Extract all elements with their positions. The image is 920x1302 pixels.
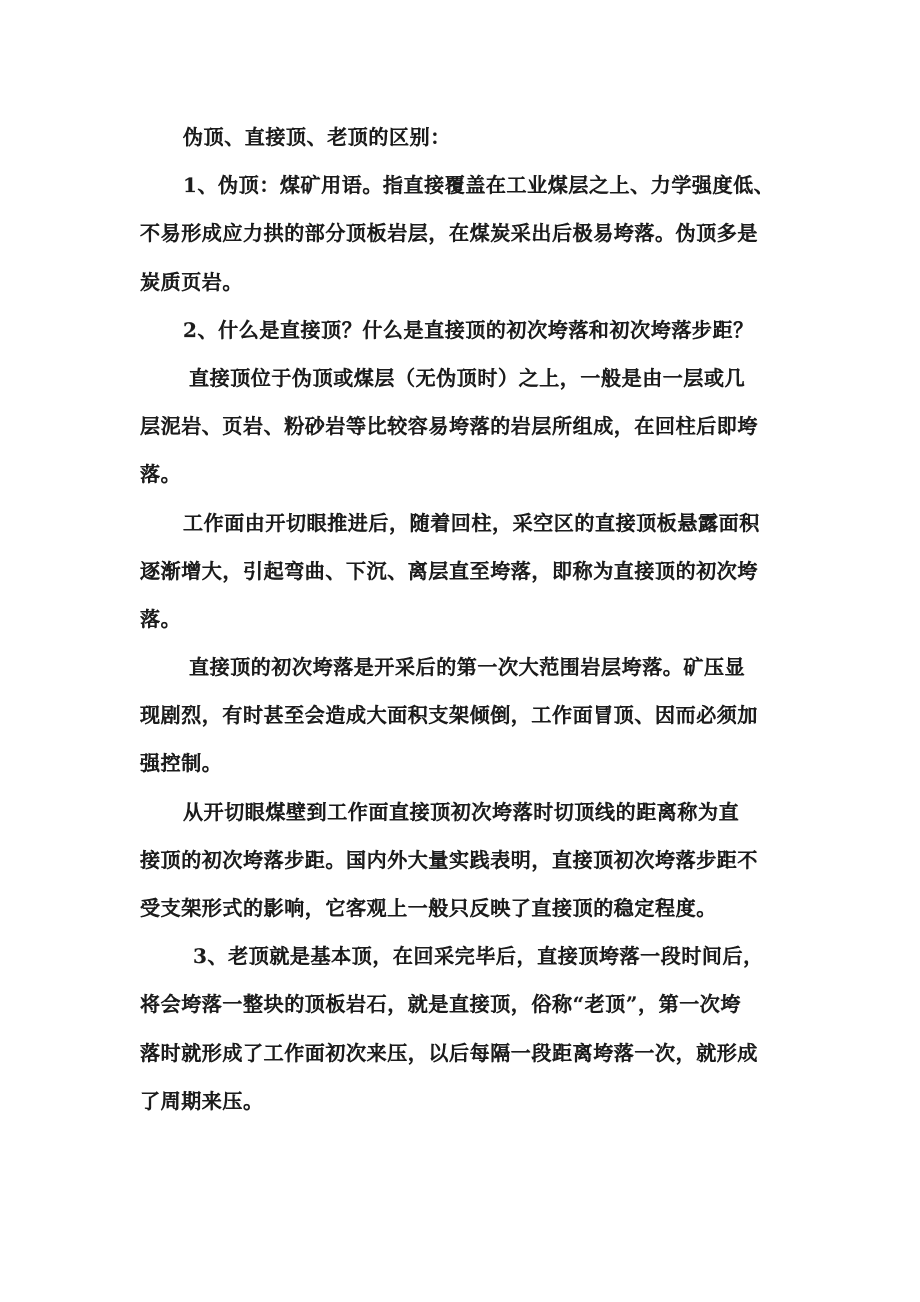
paragraph-line: 炭质页岩。 <box>140 269 243 294</box>
paragraph-line: 落。 <box>140 462 182 487</box>
paragraph-main-roof <box>140 932 800 1125</box>
paragraph-line: 落时就形成了工作面初次来压，以后每隔一段距离垮落一次，就形成 <box>140 1040 758 1065</box>
paragraph-pseudo-roof <box>140 161 800 306</box>
paragraph-line: 将会垮落一整块的顶板岩石，就是直接顶，俗称“老顶”，第一次垮 <box>140 992 742 1017</box>
paragraph-caving-interval <box>140 788 800 933</box>
document-title: 伪顶、直接顶、老顶的区别： <box>183 125 451 149</box>
paragraph-line: 现剧烈，有时甚至会造成大面积支架倾倒，工作面冒顶、因而必须加 <box>140 703 758 728</box>
paragraph-line: 层泥岩、页岩、粉砂岩等比较容易垮落的岩层所组成，在回柱后即垮 <box>140 414 758 439</box>
paragraph-line: 强控制。 <box>140 751 223 776</box>
paragraph-line: 3、老顶就是基本顶，在回采完毕后，直接顶垮落一段时间后， <box>193 944 764 969</box>
paragraph-line: 直接顶的初次垮落是开采后的第一次大范围岩层垮落。矿压显 <box>189 655 746 680</box>
paragraph-line: 工作面由开切眼推进后，随着回柱，采空区的直接顶板悬露面积 <box>183 510 760 535</box>
paragraph-line: 1、伪顶：煤矿用语。指直接覆盖在工业煤层之上、力学强度低、 <box>183 173 775 198</box>
paragraph-line: 了周期来压。 <box>140 1088 264 1113</box>
paragraph-question-immediate-roof <box>140 306 800 354</box>
paragraph-line: 接顶的初次垮落步距。国内外大量实践表明，直接顶初次垮落步距不 <box>140 847 758 872</box>
paragraph-immediate-roof-definition <box>140 354 800 499</box>
paragraph-line: 不易形成应力拱的部分顶板岩层，在煤炭采出后极易垮落。伪顶多是 <box>140 221 758 246</box>
paragraph-line: 落。 <box>140 606 182 631</box>
paragraph-line: 2、什么是直接顶？什么是直接顶的初次垮落和初次垮落步距？ <box>183 317 754 342</box>
paragraph-initial-caving <box>140 499 800 644</box>
paragraph-caving-effects <box>140 643 800 788</box>
document-page <box>140 113 800 1125</box>
paragraph-line: 直接顶位于伪顶或煤层（无伪顶时）之上，一般是由一层或几 <box>189 365 746 390</box>
paragraph-line: 从开切眼煤壁到工作面直接顶初次垮落时切顶线的距离称为直 <box>183 799 740 824</box>
paragraph-line: 受支架形式的影响，它客观上一般只反映了直接顶的稳定程度。 <box>140 896 717 920</box>
paragraph-line: 逐渐增大，引起弯曲、下沉、离层直至垮落，即称为直接顶的初次垮 <box>140 558 758 583</box>
